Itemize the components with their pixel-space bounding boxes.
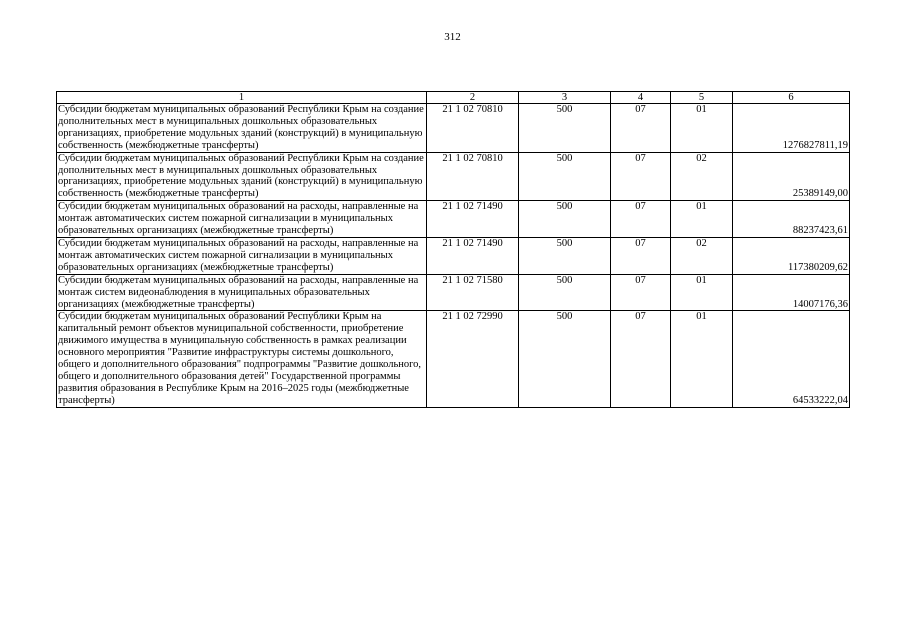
column-header: 4 — [611, 92, 671, 104]
amount-cell: 64533222,04 — [733, 311, 850, 407]
amount-cell: 88237423,61 — [733, 201, 850, 238]
target-code-cell: 21 1 02 70810 — [427, 104, 519, 153]
table-header-row — [57, 92, 850, 104]
target-code-cell: 21 1 02 71490 — [427, 201, 519, 238]
table-row — [57, 104, 850, 153]
item-name-cell: Субсидии бюджетам муниципальных образований Республики Крым на капитальный ремонт объектов муниципальной собственности, приобретение движимого имущества в муниципальную собственность в рамках реализации основного мероприятия "Развитие инфраструктуры системы дошкольного, общего и дополнительного образования" подпрограммы "Развитие дошкольного, общего и дополнительного образования детей" Государственной программы развития образования в Республике Крым на 2016–2025 годы (межбюджетные трансферты) — [57, 311, 427, 407]
expense-type-cell: 500 — [519, 201, 611, 238]
table-row — [57, 274, 850, 311]
section-cell: 07 — [611, 274, 671, 311]
subsection-cell: 02 — [671, 152, 733, 201]
column-header: 5 — [671, 92, 733, 104]
section-cell: 07 — [611, 152, 671, 201]
page-number: 312 — [444, 31, 461, 43]
table-row — [57, 201, 850, 238]
subsection-cell: 01 — [671, 104, 733, 153]
budget-table — [56, 91, 850, 408]
table-row — [57, 311, 850, 407]
column-header: 6 — [733, 92, 850, 104]
expense-type-cell: 500 — [519, 104, 611, 153]
section-cell: 07 — [611, 104, 671, 153]
amount-cell: 117380209,62 — [733, 237, 850, 274]
item-name-cell: Субсидии бюджетам муниципальных образований Республики Крым на создание дополнительных мест в муниципальных дошкольных образовательных организациях, приобретение модульных зданий (конструкций) в муниципальную собственность (межбюджетные трансферты) — [57, 152, 427, 201]
expense-type-cell: 500 — [519, 152, 611, 201]
table-row — [57, 237, 850, 274]
expense-type-cell: 500 — [519, 274, 611, 311]
amount-cell: 1276827811,19 — [733, 104, 850, 153]
section-cell: 07 — [611, 311, 671, 407]
target-code-cell: 21 1 02 72990 — [427, 311, 519, 407]
column-header: 3 — [519, 92, 611, 104]
amount-cell: 14007176,36 — [733, 274, 850, 311]
column-header: 1 — [57, 92, 427, 104]
item-name-cell: Субсидии бюджетам муниципальных образований Республики Крым на создание дополнительных мест в муниципальных дошкольных образовательных организациях, приобретение модульных зданий (конструкций) в муниципальную собственность (межбюджетные трансферты) — [57, 104, 427, 153]
subsection-cell: 02 — [671, 237, 733, 274]
section-cell: 07 — [611, 201, 671, 238]
item-name-cell: Субсидии бюджетам муниципальных образований на расходы, направленные на монтаж автоматических систем пожарной сигнализации в муниципальных образовательных организациях (межбюджетные трансферты) — [57, 237, 427, 274]
subsection-cell: 01 — [671, 274, 733, 311]
amount-cell: 25389149,00 — [733, 152, 850, 201]
target-code-cell: 21 1 02 71580 — [427, 274, 519, 311]
target-code-cell: 21 1 02 70810 — [427, 152, 519, 201]
item-name-cell: Субсидии бюджетам муниципальных образований на расходы, направленные на монтаж систем видеонаблюдения в муниципальных образовательных организациях (межбюджетные трансферты) — [57, 274, 427, 311]
target-code-cell: 21 1 02 71490 — [427, 237, 519, 274]
item-name-cell: Субсидии бюджетам муниципальных образований на расходы, направленные на монтаж автоматических систем пожарной сигнализации в муниципальных образовательных организациях (межбюджетные трансферты) — [57, 201, 427, 238]
subsection-cell: 01 — [671, 311, 733, 407]
subsection-cell: 01 — [671, 201, 733, 238]
expense-type-cell: 500 — [519, 311, 611, 407]
column-header: 2 — [427, 92, 519, 104]
table-row — [57, 152, 850, 201]
expense-type-cell: 500 — [519, 237, 611, 274]
section-cell: 07 — [611, 237, 671, 274]
